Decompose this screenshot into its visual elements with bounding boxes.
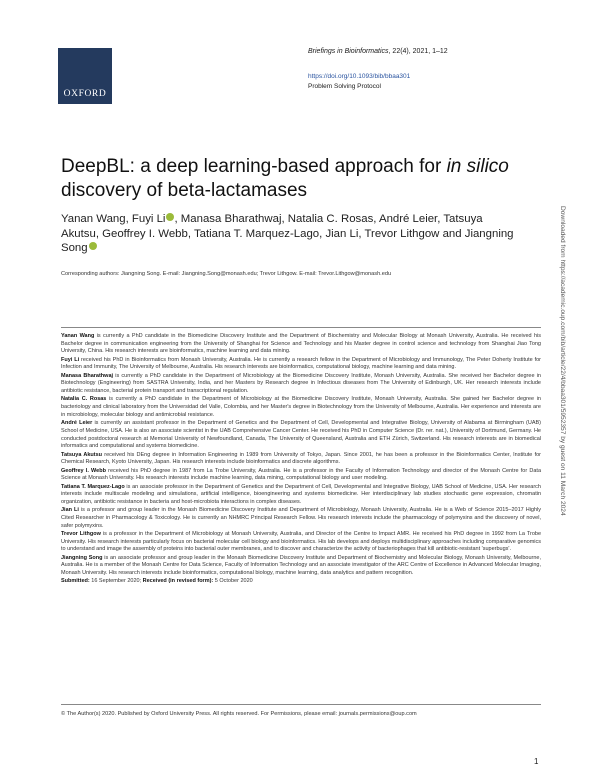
- bio-text: is currently a PhD candidate in the Biomedicine Discovery Institute and the Department of Biochemistry and Molecular Biology at Monash University, Australia. He received his Bachelor degree in communication engineering from the University of Shanghai for Science and Technology and his Master degree in control science and technology from Shanghai Jiao Tong University, China. His research interests are bioinformatics, machine learning and data mining.: [61, 333, 541, 355]
- bio-entry: [61, 396, 541, 419]
- bio-entry: [61, 531, 541, 554]
- bio-entry: [61, 468, 541, 483]
- journal-meta: , 22(4), 2021, 1–12: [388, 48, 448, 55]
- bio-name: Tatsuya Akutsu: [61, 451, 103, 458]
- journal-name: Briefings in Bioinformatics: [308, 48, 389, 55]
- authors-part2: , Manasa Bharathwaj, Natalia C. Rosas, André Leier, Tatsuya Akutsu, Geoffrey I. Webb, Tatiana T. Marquez-Lago, Jian Li, Trevor Lithgow and Jiangning Song: [61, 213, 514, 254]
- divider-bottom: [61, 704, 541, 705]
- copyright-notice: © The Author(s) 2020. Published by Oxford University Press. All rights reserved. For Permissions, please email: journals.permissions@oup.com: [61, 711, 417, 717]
- bio-name: Manasa Bharathwaj: [61, 372, 114, 379]
- bio-text: received his PhD in Bioinformatics from Monash University, Australia. He is currently a research fellow in the Department of Microbiology and Immunology, The Peter Doherty Institute for Infection and Immunity, The University of Melbourne, Australia. His research interests are bioinformatics, computational biology, machine learning and data mining.: [61, 356, 541, 371]
- bio-entry: [61, 420, 541, 451]
- article-type: Problem Solving Protocol: [308, 83, 381, 90]
- journal-citation: [308, 47, 448, 56]
- bio-text: is currently a PhD candidate in the Department of Microbiology at the Biomedicine Discovery Institute, Monash University, Australia. She gained her Bachelor degree in bacteriology and clinical laboratory from the Universidad del Valle, Colombia, and her Master's degree in Biotechnology from the University of Melbourne, Australia. Her experience and interests are in microbiology, molecular biology and antimicrobial resistance.: [61, 396, 541, 418]
- bio-text: is an associate professor and group leader in the Monash Biomedicine Discovery Institute and Department of Biochemistry and Molecular Biology, Monash University, Melbourne, Australia. He is a member of the Monash Centre for Data Science, Faculty of Information Technology and an associate investigator of the ARC Centre of Excellence in Advanced Molecular Imaging, Monash University. His research interests include bioinformatics, computational biology, machine learning, data analytics and pattern recognition.: [61, 554, 541, 577]
- orcid-icon[interactable]: [89, 242, 97, 250]
- bio-text: received his PhD degree in 1987 from La Trobe University, Australia. He is a professor in the Faculty of Information Technology and director of the Monash Centre for Data Science at Monash University. His research interests include machine learning, data mining, computational biology and user modeling.: [61, 467, 541, 482]
- bio-text: is a professor and group leader in the Monash Biomedicine Discovery Institute and Department of Microbiology, Monash University, Australia. He is a Web of Science 2015–2017 Highly Cited Researcher in Pharmacology & Toxicology. He is currently an NHMRC Principal Research Fellow. His research interests include the pharmacology of polymyxins and the discovery of novel, safer polymyxins.: [61, 507, 541, 529]
- oxford-logo: [58, 48, 112, 104]
- bio-entry: [61, 452, 541, 467]
- submitted-date: 16 September 2020;: [89, 578, 143, 585]
- bio-entry: [61, 373, 541, 396]
- received-date: 5 October 2020: [213, 578, 253, 585]
- submitted-label: Submitted:: [61, 578, 90, 585]
- bio-name: Yanan Wang: [61, 333, 95, 339]
- bio-entry: [61, 507, 541, 530]
- submission-dates: [61, 578, 541, 586]
- paper-title: [61, 155, 521, 203]
- bio-entry: [61, 333, 541, 356]
- bio-text: is a professor in the Department of Microbiology at Monash University, Australia, and Director of the Centre to Impact AMR. He received his PhD degree in 1992 from La Trobe University. His research interests particularly focus on bacterial molecular cell biology and bioinformatics. His lab develops and deploys multidisciplinary approaches including comparative genomics to understand and image the assembly of proteins into bacterial outer membranes, and to discover and characterize the activity of bacteriophages that kill antibiotic-resistant 'superbugs'.: [61, 530, 541, 553]
- authors-part1: Yanan Wang, Fuyi Li: [61, 213, 166, 225]
- author-list: [61, 212, 521, 256]
- bio-text: is currently an assistant professor in the Department of Genetics and the Department of Cell, Developmental and Integrative Biology, University of Alabama at Birmingham (UAB) School of Medicine, USA. He is also an associate scientist in the UAB Comprehensive Cancer Center. He received his PhD in Computer Science (Dr. rer. nat.), University of Dortmund, Germany. He conducted postdoctoral research at Memorial University of Newfoundland, Canada, The University of Queensland, Australia and ETH Zürich, Switzerland. His research interests are in biomedical informatics and computational and systems biomedicine.: [61, 420, 541, 450]
- title-italic: in silico: [446, 156, 509, 177]
- logo-text: OXFORD: [63, 89, 107, 99]
- bio-name: Trevor Lithgow: [61, 530, 101, 537]
- bio-entry: [61, 357, 541, 372]
- bio-name: Jiangning Song: [61, 554, 103, 561]
- bio-name: Jian Li: [61, 507, 79, 514]
- corresponding-authors: Corresponding authors: Jiangning Song. E-mail: Jiangning.Song@monash.edu; Trevor Lithgow. E-mail: Trevor.Lithgow@monash.edu: [61, 271, 392, 277]
- bio-entry: [61, 484, 541, 507]
- author-biographies: [61, 333, 541, 587]
- bio-text: is an associate professor in the Department of Genetics and the Department of Cell, Developmental and Integrative Biology, UAB School of Medicine, USA. Her research interests include multiscale modeling and simulations, artificial intelligence, bioengineering and systems biomedicine. Her interdisciplinary lab studies stochastic gene expression, chromatin organization, antibiotic resistance in bacteria and host-microbiota interactions in complex diseases.: [61, 483, 541, 505]
- doi-link[interactable]: https://doi.org/10.1093/bib/bbaa301: [308, 73, 411, 80]
- bio-entry: [61, 555, 541, 578]
- title-part1: DeepBL: a deep learning-based approach for: [61, 156, 447, 177]
- page-number: 1: [534, 757, 539, 766]
- divider-top: [61, 327, 541, 328]
- bio-text: received his DEng degree in Information Engineering in 1989 from University of Tokyo, Japan. Since 2001, he has been a professor in the Bioinformatics Center, Institute for Chemical Research, Kyoto University, Japan. His research interests include bioinformatics and discrete algorithms.: [61, 451, 542, 466]
- download-watermark: Downloaded from https://academic.oup.com/bib/article/22/4/bbaa301/5952357 by guest on 11 March 2024: [559, 206, 566, 516]
- bio-name: Natalia C. Rosas: [61, 396, 107, 403]
- bio-text: is currently a PhD candidate in the Department of Microbiology at the Biomedicine Discovery Institute, Monash University, Australia. She received her Bachelor degree in Biotechnology (Engineering) from SASTRA University, India, and her Masters by Research degree in Infectious diseases from The University of Edinburgh, UK. Her research interests include antibiotic resistance, bacterial protein transport and transcriptional regulation.: [61, 372, 541, 395]
- title-part2: discovery of beta-lactamases: [61, 180, 308, 201]
- received-label: Received (in revised form):: [142, 578, 214, 585]
- bio-name: Geoffrey I. Webb: [61, 467, 106, 474]
- bio-name: André Leier: [61, 420, 93, 427]
- bio-name: Fuyi Li: [61, 356, 80, 363]
- bio-name: Tatiana T. Marquez-Lago: [61, 483, 125, 490]
